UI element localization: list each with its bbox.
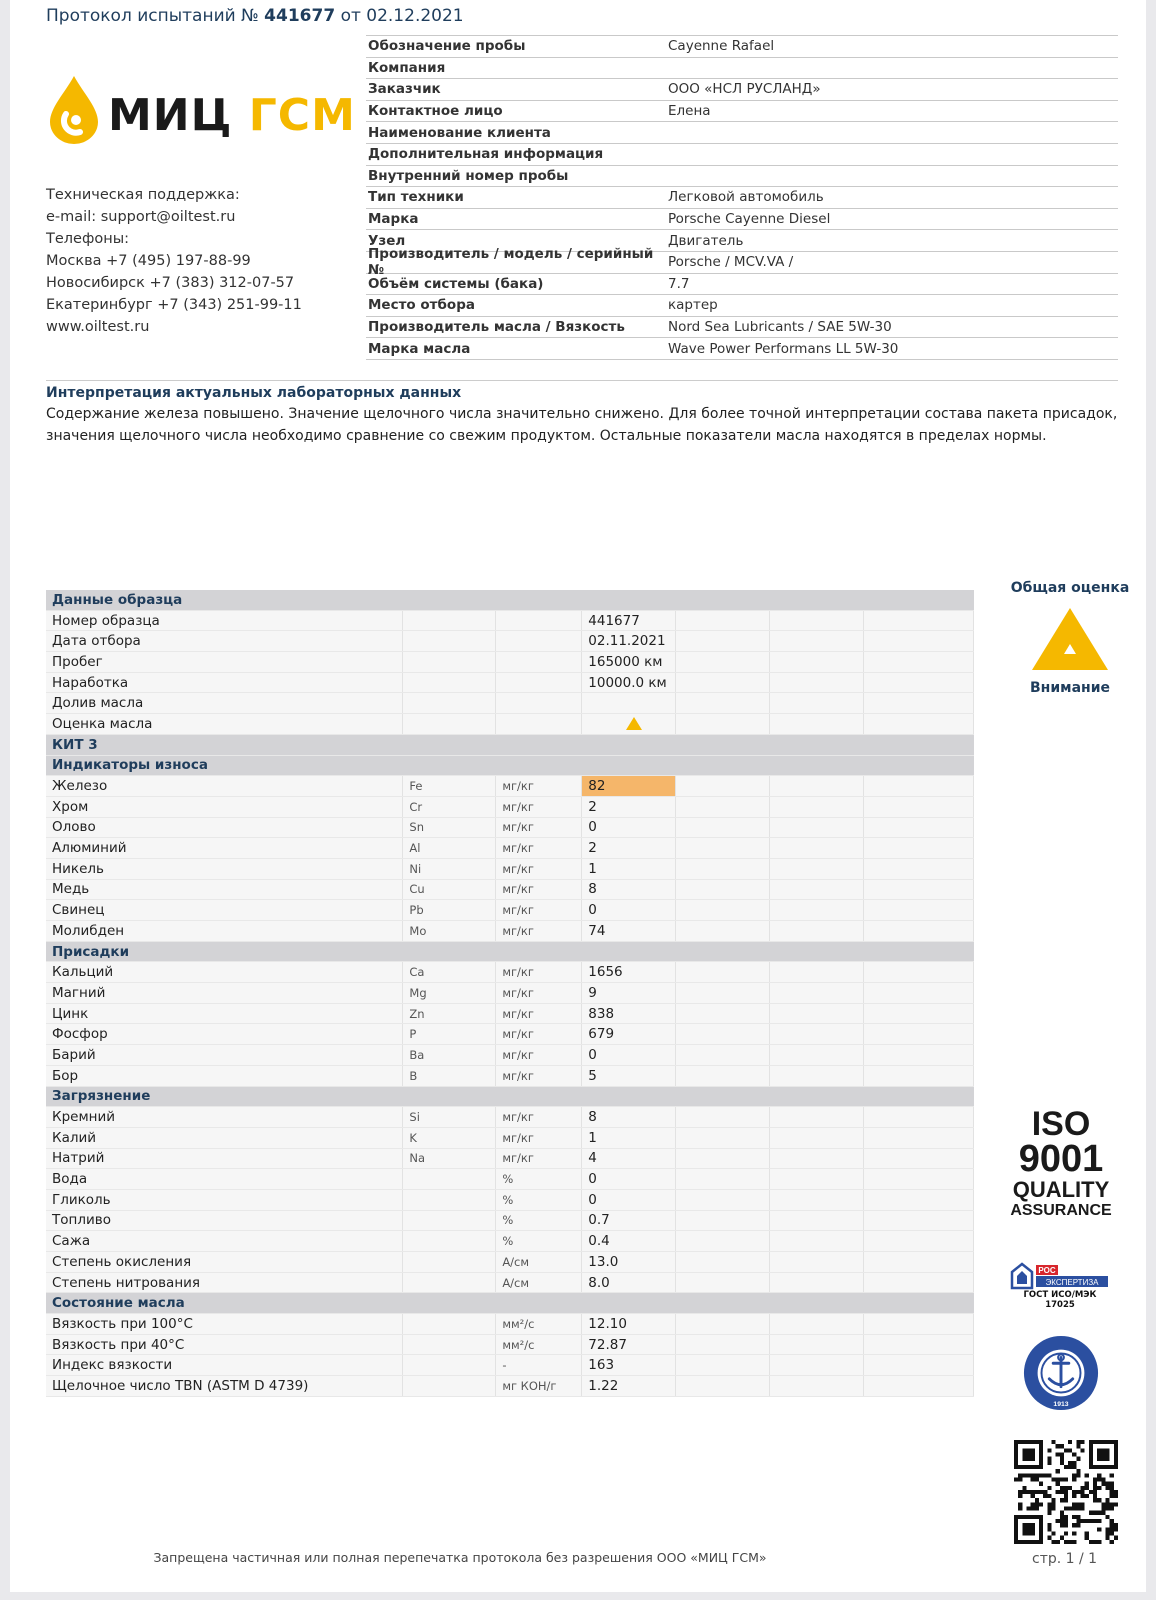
row-value: 441677 [582, 610, 676, 631]
section-title: Состояние масла [46, 1293, 403, 1314]
row-value: 8 [582, 879, 676, 900]
row-unit: мм²/с [496, 1314, 582, 1335]
row-symbol [403, 631, 496, 652]
row-label: Калий [46, 1127, 403, 1148]
row-unit [496, 610, 582, 631]
row-label: Вязкость при 100°С [46, 1314, 403, 1335]
row-label: Кальций [46, 962, 403, 983]
table-row [46, 1024, 974, 1045]
ros-expertiza-logo [1010, 1262, 1110, 1292]
row-symbol: Cr [403, 796, 496, 817]
meta-row [366, 295, 1118, 317]
overall-assessment [1000, 580, 1140, 696]
meta-key: Марка масла [368, 340, 471, 357]
row-unit: мг/кг [496, 1127, 582, 1148]
row-symbol: Ca [403, 962, 496, 983]
meta-row [366, 58, 1118, 80]
section-header [46, 590, 974, 610]
row-symbol: Al [403, 838, 496, 859]
meta-value: Cayenne Rafael [668, 38, 775, 55]
iso-number: 9001 [1018, 1138, 1104, 1180]
meta-key: Контактное лицо [368, 103, 503, 120]
meta-row [366, 79, 1118, 101]
meta-value: Nord Sea Lubricants / SAE 5W-30 [668, 319, 892, 336]
copyright-footer: Запрещена частичная или полная перепечатка протокола без разрешения ООО «МИЦ ГСМ» [153, 1550, 767, 1565]
row-label: Вязкость при 40°С [46, 1334, 403, 1355]
row-label: Железо [46, 776, 403, 797]
meta-value: Двигатель [668, 232, 744, 249]
table-row [46, 1272, 974, 1293]
support-block [46, 184, 302, 338]
row-symbol: Pb [403, 900, 496, 921]
row-value: 0 [582, 1169, 676, 1190]
row-value: 12.10 [582, 1314, 676, 1335]
row-symbol [403, 1189, 496, 1210]
row-unit: мг/кг [496, 776, 582, 797]
sample-meta-table [366, 35, 1118, 360]
row-label: Барий [46, 1045, 403, 1066]
row-symbol: Ba [403, 1045, 496, 1066]
row-value: 838 [582, 1003, 676, 1024]
meta-key: Заказчик [368, 81, 441, 98]
meta-value: Легковой автомобиль [668, 189, 824, 206]
row-label: Молибден [46, 921, 403, 942]
oil-drop-icon [46, 74, 102, 146]
support-phone: Екатеринбург +7 (343) 251-99-11 [46, 297, 302, 313]
row-value: 74 [582, 921, 676, 942]
table-row [46, 817, 974, 838]
row-value: 0 [582, 817, 676, 838]
table-row [46, 652, 974, 673]
row-value: 8 [582, 1107, 676, 1128]
meta-row [366, 187, 1118, 209]
row-value: 9 [582, 983, 676, 1004]
table-row [46, 1127, 974, 1148]
row-unit: А/см [496, 1272, 582, 1293]
table-row [46, 1169, 974, 1190]
row-label: Хром [46, 796, 403, 817]
meta-key: Производитель масла / Вязкость [368, 319, 625, 336]
gost-line2: 17025 [1045, 1300, 1075, 1310]
row-label: Номер образца [46, 610, 403, 631]
maritime-register-seal [1022, 1334, 1100, 1412]
seal-year: 1913 [1053, 1401, 1069, 1409]
meta-row [366, 144, 1118, 166]
logo-text-part1: МИЦ [108, 90, 233, 141]
table-row [46, 714, 974, 735]
row-value: 2 [582, 838, 676, 859]
row-value: 1656 [582, 962, 676, 983]
row-label: Топливо [46, 1210, 403, 1231]
row-label: Магний [46, 983, 403, 1004]
row-value: 02.11.2021 [582, 631, 676, 652]
section-title: Загрязнение [46, 1086, 403, 1107]
row-label: Вода [46, 1169, 403, 1190]
overall-label: Внимание [1029, 680, 1111, 696]
row-value: 0.7 [582, 1210, 676, 1231]
row-unit: мг/кг [496, 879, 582, 900]
table-row [46, 1210, 974, 1231]
table-row [46, 1334, 974, 1355]
row-unit [496, 652, 582, 673]
row-symbol: Mg [403, 983, 496, 1004]
interpretation-block [46, 380, 1118, 447]
meta-row [366, 36, 1118, 58]
row-symbol: Ni [403, 858, 496, 879]
row-unit: А/см [496, 1252, 582, 1273]
row-value: 8.0 [582, 1272, 676, 1293]
page-number: стр. 1 / 1 [1032, 1551, 1098, 1567]
row-symbol: Si [403, 1107, 496, 1128]
meta-key: Дополнительная информация [368, 146, 604, 163]
row-value: 0.4 [582, 1231, 676, 1252]
meta-key: Объём системы (бака) [368, 275, 544, 292]
row-symbol [403, 1231, 496, 1252]
table-row [46, 983, 974, 1004]
meta-row [366, 338, 1118, 360]
row-unit: % [496, 1169, 582, 1190]
protocol-title [46, 6, 464, 26]
row-unit: мг/кг [496, 817, 582, 838]
meta-key: Компания [368, 59, 446, 76]
table-row [46, 921, 974, 942]
ros-bottom-text: ЭКСПЕРТИЗА [1045, 1278, 1099, 1287]
row-unit: % [496, 1189, 582, 1210]
row-symbol: Zn [403, 1003, 496, 1024]
table-row [46, 1045, 974, 1066]
overall-heading: Общая оценка [1010, 580, 1130, 596]
row-value: 4 [582, 1148, 676, 1169]
support-website[interactable]: www.oiltest.ru [46, 319, 150, 335]
meta-key: Место отбора [368, 297, 475, 314]
table-row [46, 900, 974, 921]
meta-row [366, 166, 1118, 188]
support-line: Телефоны: [46, 231, 130, 247]
meta-row [366, 274, 1118, 296]
title-prefix: Протокол испытаний № [46, 6, 259, 26]
row-value: 163 [582, 1355, 676, 1376]
row-unit: мг КОН/г [496, 1376, 582, 1397]
table-row [46, 1376, 974, 1397]
row-unit: мг/кг [496, 838, 582, 859]
row-label: Никель [46, 858, 403, 879]
row-unit: мг/кг [496, 858, 582, 879]
meta-value: картер [668, 297, 718, 314]
table-row [46, 1148, 974, 1169]
row-unit: % [496, 1210, 582, 1231]
results-table [46, 590, 974, 1397]
row-unit: мг/кг [496, 921, 582, 942]
row-unit [496, 631, 582, 652]
meta-row [366, 317, 1118, 339]
row-symbol: P [403, 1024, 496, 1045]
table-row [46, 962, 974, 983]
row-value: 72.87 [582, 1334, 676, 1355]
row-label: Сажа [46, 1231, 403, 1252]
row-value: 2 [582, 796, 676, 817]
row-symbol: Mo [403, 921, 496, 942]
row-value: 13.0 [582, 1252, 676, 1273]
row-symbol [403, 1252, 496, 1273]
row-label: Цинк [46, 1003, 403, 1024]
oil-rating-cell [582, 714, 676, 735]
table-row [46, 1314, 974, 1335]
ros-top-text: РОС [1038, 1266, 1056, 1275]
meta-row [366, 246, 1118, 279]
table-row [46, 672, 974, 693]
row-value: 0 [582, 900, 676, 921]
row-label: Гликоль [46, 1189, 403, 1210]
row-label: Кремний [46, 1107, 403, 1128]
logo-text-part2: ГСМ [248, 90, 356, 141]
table-row [46, 1355, 974, 1376]
iso-assurance: ASSURANCE [1010, 1202, 1112, 1219]
row-symbol: Na [403, 1148, 496, 1169]
interpretation-heading: Интерпретация актуальных лабораторных данных [46, 380, 1118, 401]
meta-key: Наименование клиента [368, 124, 551, 141]
table-row [46, 1231, 974, 1252]
table-row [46, 1252, 974, 1273]
iso-9001-badge [1006, 1105, 1116, 1220]
row-label: Оценка масла [46, 714, 403, 735]
table-row [46, 796, 974, 817]
table-row [46, 1003, 974, 1024]
support-line: Техническая поддержка: [46, 187, 240, 203]
section-title: КИТ 3 [46, 734, 403, 755]
row-label: Пробег [46, 652, 403, 673]
meta-row [366, 101, 1118, 123]
section-header [46, 1293, 974, 1314]
meta-key: Обозначение пробы [368, 38, 526, 55]
row-symbol: Cu [403, 879, 496, 900]
support-email[interactable]: e-mail: support@oiltest.ru [46, 209, 236, 225]
row-symbol [403, 1376, 496, 1397]
row-unit: мг/кг [496, 962, 582, 983]
gost-line1: ГОСТ ИСО/МЭК [1023, 1290, 1097, 1300]
row-label: Медь [46, 879, 403, 900]
row-value [582, 693, 676, 714]
iso-quality: QUALITY [1012, 1177, 1110, 1202]
row-value: 1.22 [582, 1376, 676, 1397]
meta-key: Марка [368, 211, 419, 228]
row-symbol [403, 1334, 496, 1355]
iso-text: ISO [1031, 1105, 1091, 1143]
meta-key: Внутренний номер пробы [368, 167, 569, 184]
row-label: Долив масла [46, 693, 403, 714]
row-symbol: Sn [403, 817, 496, 838]
section-title: Присадки [46, 941, 403, 962]
row-unit: мм²/с [496, 1334, 582, 1355]
protocol-date: от 02.12.2021 [340, 6, 464, 26]
section-title: Индикаторы износа [46, 755, 403, 776]
row-label: Степень нитрования [46, 1272, 403, 1293]
protocol-page [10, 0, 1146, 1592]
row-label: Фосфор [46, 1024, 403, 1045]
table-row [46, 693, 974, 714]
meta-value: ООО «НСЛ РУСЛАНД» [668, 81, 821, 98]
row-label: Алюминий [46, 838, 403, 859]
row-value: 165000 км [582, 652, 676, 673]
section-header [46, 755, 974, 776]
table-row [46, 858, 974, 879]
row-symbol: Fe [403, 776, 496, 797]
row-label: Натрий [46, 1148, 403, 1169]
row-label: Бор [46, 1065, 403, 1086]
protocol-number: 441677 [264, 6, 336, 26]
row-label: Олово [46, 817, 403, 838]
row-unit: мг/кг [496, 1148, 582, 1169]
warning-triangle-icon [1030, 606, 1110, 672]
meta-value: Porsche / MCV.VA / [668, 254, 794, 271]
row-unit: мг/кг [496, 900, 582, 921]
row-value: 679 [582, 1024, 676, 1045]
row-unit: % [496, 1231, 582, 1252]
table-row [46, 610, 974, 631]
row-unit: мг/кг [496, 1024, 582, 1045]
table-row [46, 1107, 974, 1128]
meta-key: Тип техники [368, 189, 464, 206]
section-header [46, 1086, 974, 1107]
meta-row [366, 209, 1118, 231]
table-row [46, 1065, 974, 1086]
meta-row [366, 122, 1118, 144]
row-symbol: K [403, 1127, 496, 1148]
row-value: 5 [582, 1065, 676, 1086]
row-unit: мг/кг [496, 796, 582, 817]
row-symbol [403, 1355, 496, 1376]
row-unit [496, 672, 582, 693]
support-phone: Москва +7 (495) 197-88-99 [46, 253, 251, 269]
warning-triangle-small-icon [626, 717, 642, 730]
row-symbol [403, 672, 496, 693]
row-symbol [403, 1272, 496, 1293]
row-label: Дата отбора [46, 631, 403, 652]
row-unit: мг/кг [496, 1107, 582, 1128]
section-title: Данные образца [46, 590, 403, 610]
row-value: 1 [582, 858, 676, 879]
row-value: 0 [582, 1045, 676, 1066]
row-symbol: B [403, 1065, 496, 1086]
section-header [46, 941, 974, 962]
row-unit: мг/кг [496, 1045, 582, 1066]
row-unit: мг/кг [496, 1065, 582, 1086]
row-symbol [403, 1169, 496, 1190]
row-unit [496, 714, 582, 735]
row-symbol [403, 1314, 496, 1335]
meta-key: Узел [368, 232, 406, 249]
support-phone: Новосибирск +7 (383) 312-07-57 [46, 275, 295, 291]
row-symbol [403, 1210, 496, 1231]
row-label: Наработка [46, 672, 403, 693]
row-value: 82 [582, 776, 676, 797]
meta-value: 7.7 [668, 275, 690, 292]
section-header [46, 734, 974, 755]
company-logo [46, 70, 356, 150]
row-unit [496, 693, 582, 714]
row-symbol [403, 714, 496, 735]
row-value: 10000.0 км [582, 672, 676, 693]
row-symbol [403, 652, 496, 673]
table-row [46, 1189, 974, 1210]
qr-code[interactable] [1014, 1440, 1118, 1544]
row-label: Щелочное число TBN (ASTM D 4739) [46, 1376, 403, 1397]
row-label: Степень окисления [46, 1252, 403, 1273]
row-unit: - [496, 1355, 582, 1376]
table-row [46, 879, 974, 900]
interpretation-text: Содержание железа повышено. Значение щелочного числа значительно снижено. Для более точной интерпретации состава пакета присадок, значения щелочного числа необходимо сравнение со свежим продуктом. Остальные показатели масла находятся в пределах нормы. [46, 406, 1118, 444]
table-row [46, 838, 974, 859]
row-symbol [403, 610, 496, 631]
row-symbol [403, 693, 496, 714]
row-unit: мг/кг [496, 983, 582, 1004]
row-value: 1 [582, 1127, 676, 1148]
table-row [46, 631, 974, 652]
row-value: 0 [582, 1189, 676, 1210]
meta-value: Wave Power Performans LL 5W-30 [668, 340, 899, 357]
meta-value: Елена [668, 103, 711, 120]
meta-value: Porsche Cayenne Diesel [668, 211, 831, 228]
row-unit: мг/кг [496, 1003, 582, 1024]
row-label: Свинец [46, 900, 403, 921]
meta-key: Производитель / модель / серийный № [368, 246, 654, 279]
table-row [46, 776, 974, 797]
row-label: Индекс вязкости [46, 1355, 403, 1376]
gost-label [1010, 1290, 1110, 1310]
